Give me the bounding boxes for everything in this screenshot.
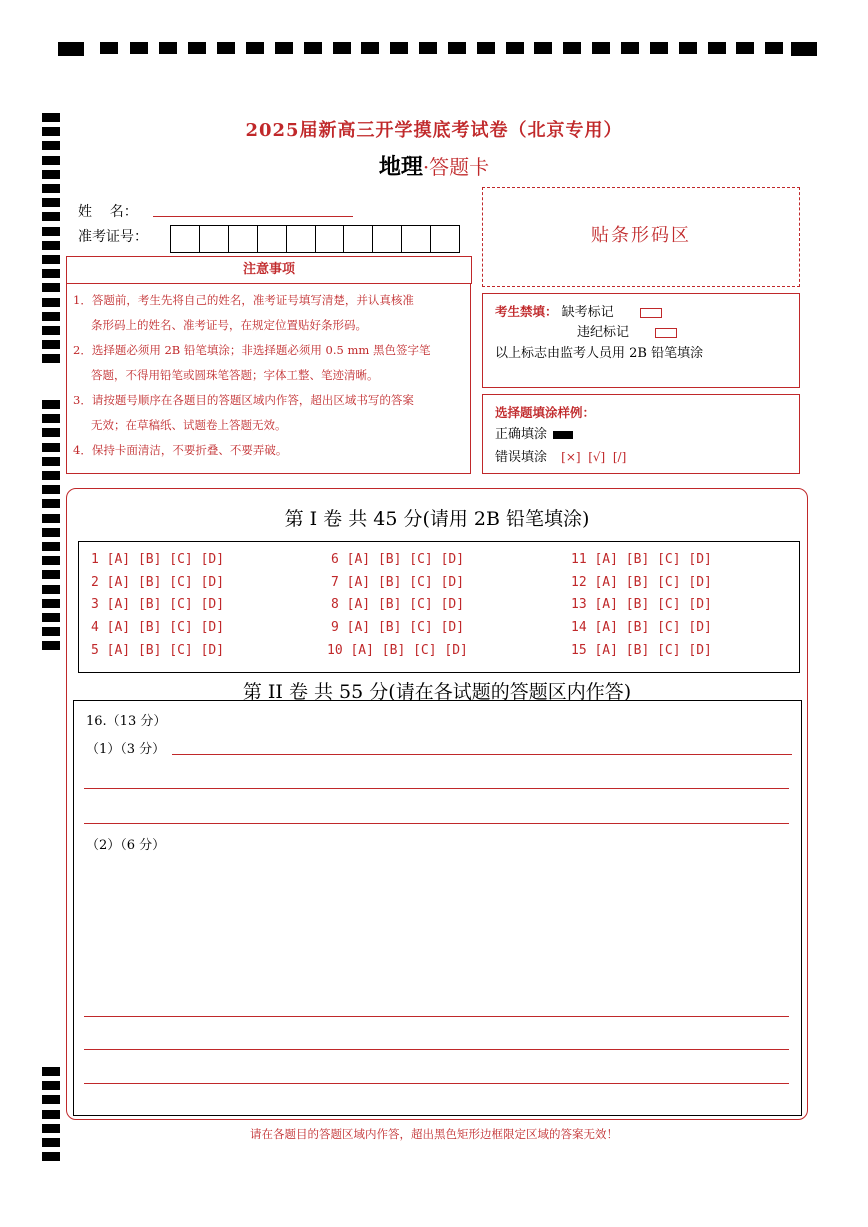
timing-mark	[708, 42, 726, 54]
timing-mark	[42, 428, 60, 437]
top-timing-marks	[58, 42, 818, 56]
mcq-question-14[interactable]	[571, 620, 712, 635]
notice-item: 4．保持卡面清洁，不要折叠、不要弄破。	[73, 443, 288, 457]
question-number: 3	[91, 597, 107, 613]
q16-part2-label: （2）（6 分）	[86, 838, 166, 853]
timing-mark	[100, 42, 118, 54]
timing-mark	[534, 42, 552, 54]
timing-mark	[736, 42, 754, 54]
answer-line[interactable]	[84, 1049, 789, 1050]
question-number: 15	[571, 642, 595, 658]
notice-box	[66, 283, 471, 474]
timing-mark	[42, 585, 60, 594]
question-number: 1	[91, 552, 107, 567]
timing-mark	[217, 42, 235, 54]
mcq-question-6[interactable]	[331, 552, 464, 567]
correct-fill-mark	[553, 431, 573, 439]
fill-sample-label: 选择题填涂样例：	[495, 405, 596, 420]
mcq-question-5[interactable]	[91, 643, 224, 658]
mcq-question-7[interactable]	[331, 575, 464, 590]
subject-name: 地理	[378, 154, 423, 180]
timing-mark	[42, 1152, 60, 1161]
mcq-question-13[interactable]	[571, 597, 712, 612]
timing-mark	[42, 283, 60, 292]
mcq-question-12[interactable]	[571, 575, 712, 590]
timing-mark	[275, 42, 293, 54]
timing-mark	[42, 184, 60, 193]
absent-mark-label: 缺考标记	[561, 305, 614, 320]
timing-mark	[42, 627, 60, 636]
q16-label: 16.（13 分）	[86, 714, 167, 729]
mcq-question-1[interactable]	[91, 552, 224, 567]
timing-mark	[42, 542, 60, 551]
answer-options[interactable]: [A] [B] [C] [D]	[346, 552, 465, 567]
question-number: 5	[91, 642, 107, 658]
timing-mark	[448, 42, 466, 54]
timing-mark	[333, 42, 351, 54]
answer-line[interactable]	[84, 823, 789, 824]
question-number: 6	[331, 552, 347, 567]
question-number: 8	[331, 597, 347, 613]
fill-sample-box	[482, 394, 800, 474]
timing-mark	[42, 499, 60, 508]
timing-mark	[42, 457, 60, 466]
timing-mark	[621, 42, 639, 54]
mcq-question-8[interactable]	[331, 597, 464, 612]
timing-mark	[42, 141, 60, 150]
timing-mark	[42, 212, 60, 221]
mcq-question-10[interactable]	[327, 643, 468, 658]
mcq-grid	[78, 541, 800, 673]
timing-mark	[42, 514, 60, 523]
timing-mark	[42, 198, 60, 207]
notice-item: 3．请按题号顺序在各题目的答题区域内作答，超出区域书写的答案 无效；在草稿纸、试题卷上答题无效。	[73, 393, 414, 432]
answer-options[interactable]: [A] [B] [C] [D]	[346, 597, 465, 613]
timing-mark	[791, 42, 817, 56]
answer-options[interactable]: [A] [B] [C] [D]	[350, 642, 468, 658]
timing-mark	[42, 641, 60, 650]
answer-options[interactable]: [A] [B] [C] [D]	[106, 552, 225, 567]
timing-mark	[592, 42, 610, 54]
timing-mark	[42, 599, 60, 608]
question-number: 2	[91, 574, 107, 590]
question-number: 12	[571, 574, 595, 590]
violation-mark-label: 违纪标记	[577, 325, 630, 340]
timing-mark	[246, 42, 264, 54]
answer-options[interactable]: [A] [B] [C] [D]	[106, 642, 225, 658]
section2-title: 第 II 卷 共 55 分(请在各试题的答题区内作答)	[242, 681, 632, 703]
notice-heading: 注意事项	[66, 256, 472, 284]
timing-mark	[42, 298, 60, 307]
timing-mark	[130, 42, 148, 54]
mcq-question-3[interactable]	[91, 597, 224, 612]
timing-mark	[42, 340, 60, 349]
answer-options[interactable]: [A] [B] [C] [D]	[594, 574, 712, 590]
section1-title: 第 I 卷 共 45 分(请用 2B 铅笔填涂)	[284, 508, 590, 530]
notice-item: 2．选择题必须用 2B 铅笔填涂；非选择题必须用 0.5 mm 黑色签字笔 答题，不得用铅笔或圆珠笔答题；字体工整、笔迹清晰。	[73, 343, 431, 382]
answer-options[interactable]: [A] [B] [C] [D]	[594, 642, 712, 658]
answer-line[interactable]	[84, 1016, 789, 1017]
forbidden-note: 以上标志由监考人员用 2B 铅笔填涂	[495, 346, 704, 361]
footer-warning: 请在各题目的答题区域内作答，超出黑色矩形边框限定区域的答案无效！	[250, 1127, 618, 1141]
answer-line[interactable]	[172, 754, 792, 755]
question-number: 9	[331, 620, 347, 636]
timing-mark	[58, 42, 84, 56]
timing-mark	[42, 443, 60, 452]
timing-mark	[42, 227, 60, 236]
answer-options[interactable]: [A] [B] [C] [D]	[594, 552, 712, 567]
q16-answer-box	[73, 700, 802, 1116]
timing-mark	[42, 269, 60, 278]
timing-mark	[650, 42, 668, 54]
timing-mark	[42, 255, 60, 264]
timing-mark	[42, 471, 60, 480]
timing-mark	[188, 42, 206, 54]
mcq-question-11[interactable]	[571, 552, 712, 567]
timing-mark	[506, 42, 524, 54]
absent-mark-box[interactable]	[640, 308, 662, 318]
timing-mark	[42, 1081, 60, 1090]
timing-mark	[42, 414, 60, 423]
correct-fill-label: 正确填涂	[495, 427, 548, 442]
timing-mark	[42, 1067, 60, 1076]
answer-options[interactable]: [A] [B] [C] [D]	[594, 597, 712, 613]
timing-mark	[42, 556, 60, 565]
timing-mark	[42, 1110, 60, 1119]
question-number: 13	[571, 597, 595, 613]
wrong-fill-label: 错误填涂	[495, 450, 548, 465]
timing-mark	[390, 42, 408, 54]
timing-mark	[42, 613, 60, 622]
timing-mark	[42, 241, 60, 250]
name-label: 姓 名：	[78, 204, 138, 220]
timing-mark	[563, 42, 581, 54]
exam-title: 2025届新高三开学摸底考试卷（北京专用）	[245, 120, 623, 141]
timing-mark	[42, 1095, 60, 1104]
timing-mark	[42, 326, 60, 335]
answer-options[interactable]: [A] [B] [C] [D]	[106, 620, 225, 636]
subject-heading	[0, 150, 868, 181]
timing-mark	[304, 42, 322, 54]
mcq-question-15[interactable]	[571, 643, 712, 658]
timing-mark	[765, 42, 783, 54]
timing-mark	[361, 42, 379, 54]
timing-mark	[679, 42, 697, 54]
answer-options[interactable]: [A] [B] [C] [D]	[346, 574, 465, 590]
mcq-question-9[interactable]	[331, 620, 464, 635]
question-number: 7	[331, 574, 347, 590]
timing-mark	[42, 485, 60, 494]
answer-options[interactable]: [A] [B] [C] [D]	[106, 574, 225, 590]
question-number: 14	[571, 620, 595, 636]
answer-options[interactable]: [A] [B] [C] [D]	[106, 597, 225, 613]
answer-line[interactable]	[84, 1083, 789, 1084]
timing-mark	[42, 312, 60, 321]
q16-part1-label: （1）（3 分）	[86, 742, 166, 757]
id-number-boxes[interactable]	[170, 225, 460, 253]
timing-mark	[42, 400, 60, 409]
timing-mark	[419, 42, 437, 54]
wrong-fill-marks: [×] [√] [/]	[561, 450, 627, 464]
answer-options[interactable]: [A] [B] [C] [D]	[346, 620, 465, 636]
name-input-line[interactable]	[153, 216, 353, 217]
notice-item: 1．答题前，考生先将自己的姓名，准考证号填写清楚，并认真核准 条形码上的姓名、准考证号，在规定位置贴好条形码。	[73, 293, 414, 332]
answer-card-label: ·答题卡	[422, 155, 490, 179]
id-label: 准考证号：	[78, 229, 148, 245]
mcq-question-2[interactable]	[91, 575, 224, 590]
timing-mark	[159, 42, 177, 54]
answer-line[interactable]	[84, 788, 789, 789]
forbidden-label: 考生禁填：	[495, 304, 558, 319]
question-number: 10	[327, 642, 351, 658]
timing-mark	[42, 354, 60, 363]
timing-mark	[42, 528, 60, 537]
mcq-question-4[interactable]	[91, 620, 224, 635]
answer-options[interactable]: [A] [B] [C] [D]	[594, 620, 712, 636]
violation-mark-box[interactable]	[655, 328, 677, 338]
barcode-area: 贴条形码区	[482, 187, 800, 287]
question-number: 11	[571, 552, 595, 567]
examiner-only-box	[482, 293, 800, 388]
timing-mark	[477, 42, 495, 54]
question-number: 4	[91, 620, 107, 636]
timing-mark	[42, 570, 60, 579]
